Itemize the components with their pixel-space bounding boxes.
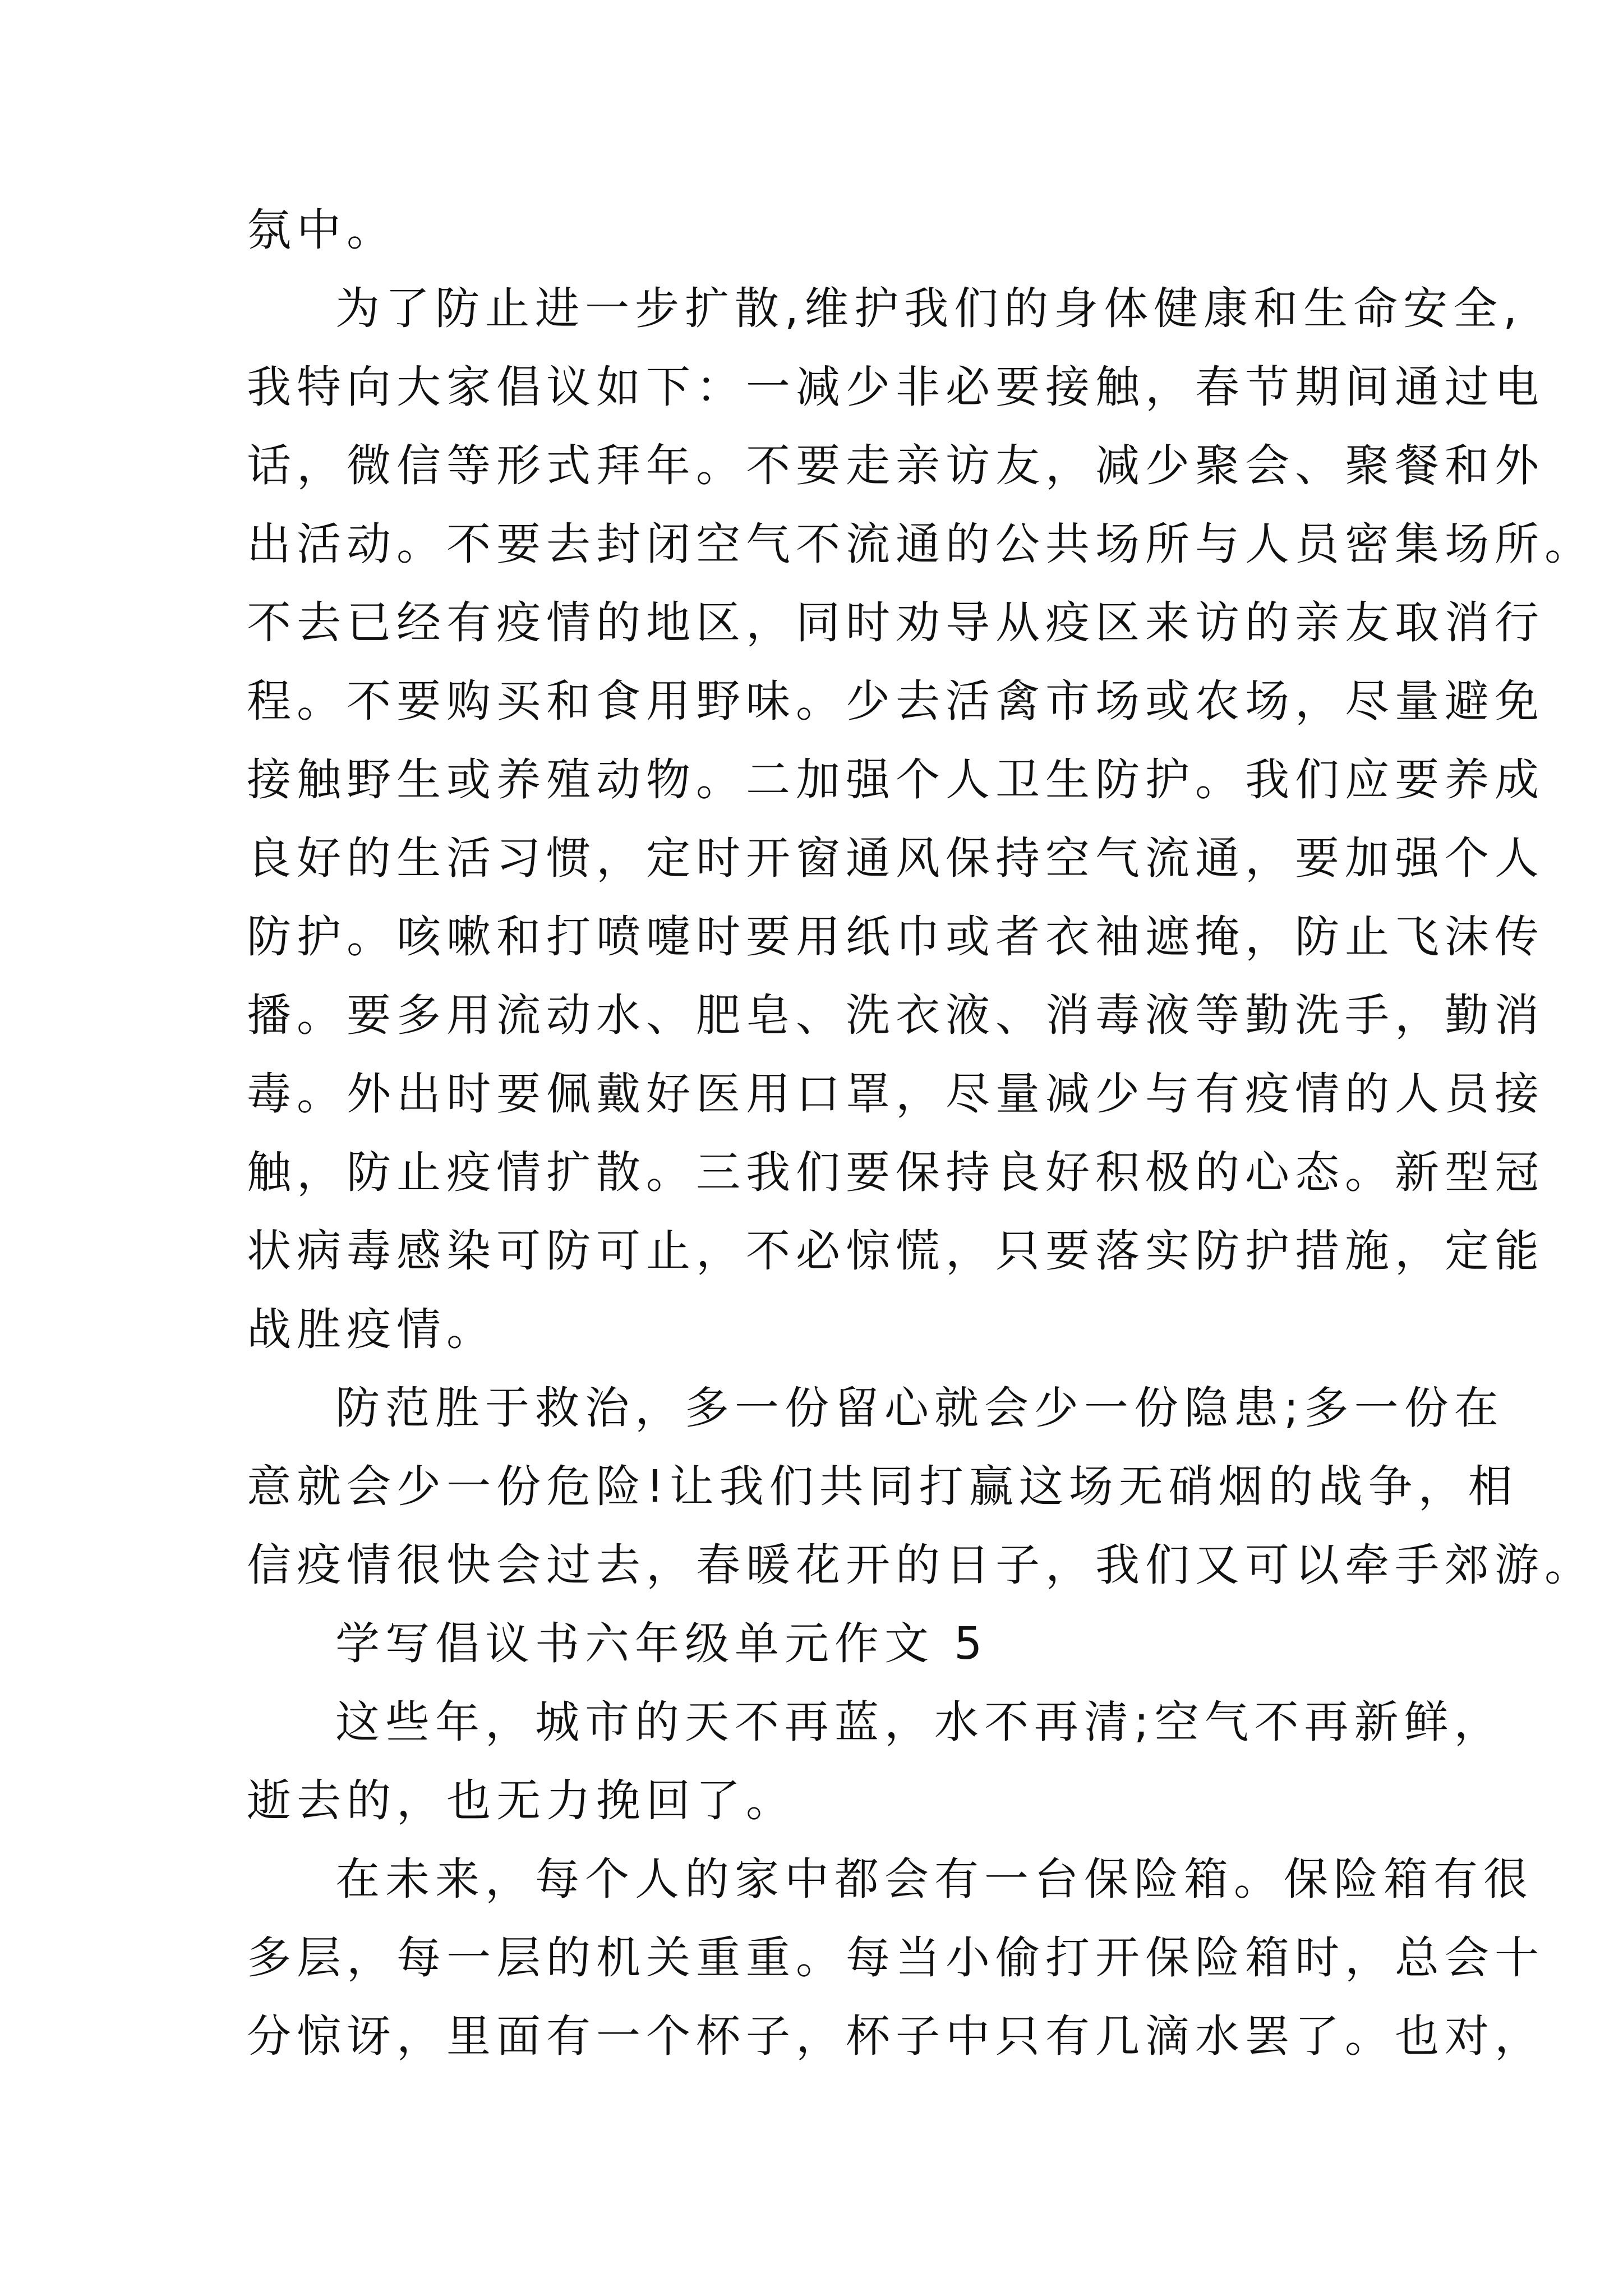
paragraph-start-line: 防范胜于救治，多一份留心就会少一份隐患;多一份在 xyxy=(335,1382,1504,1434)
section-heading: 学写倡议书六年级单元作文 5 xyxy=(335,1618,988,1669)
paragraph-start-line: 在未来，每个人的家中都会有一台保险箱。保险箱有很 xyxy=(335,1853,1533,1905)
text-line: 战胜疫情。 xyxy=(247,1304,496,1355)
text-line: 话，微信等形式拜年。不要走亲访友，减少聚会、聚餐和外 xyxy=(247,440,1544,491)
text-line: 不去已经有疫情的地区，同时劝导从疫区来访的亲友取消行 xyxy=(247,597,1544,648)
text-line: 逝去的，也无力挽回了。 xyxy=(247,1775,796,1826)
text-line: 毒。外出时要佩戴好医用口罩，尽量减少与有疫情的人员接 xyxy=(247,1068,1544,1120)
text-line: 意就会少一份危险!让我们共同打赢这场无硝烟的战争，相 xyxy=(247,1461,1518,1512)
text-line: 播。要多用流动水、肥皂、洗衣液、消毒液等勤洗手，勤消 xyxy=(247,990,1544,1041)
text-line: 良好的生活习惯，定时开窗通风保持空气流通，要加强个人 xyxy=(247,832,1544,884)
paragraph-start-line: 为了防止进一步扩散,维护我们的身体健康和生命安全, xyxy=(335,283,1523,334)
text-line: 触，防止疫情扩散。三我们要保持良好积极的心态。新型冠 xyxy=(247,1147,1544,1198)
text-line: 氛中。 xyxy=(247,204,396,256)
text-line: 我特向大家倡议如下：一减少非必要接触，春节期间通过电 xyxy=(247,361,1544,413)
text-line: 信疫情很快会过去，春暖花开的日子，我们又可以牵手郊游。 xyxy=(247,1539,1594,1591)
text-line: 防护。咳嗽和打喷嚏时要用纸巾或者衣袖遮掩，防止飞沫传 xyxy=(247,911,1544,963)
text-line: 接触野生或养殖动物。二加强个人卫生防护。我们应要养成 xyxy=(247,754,1544,806)
text-line: 程。不要购买和食用野味。少去活禽市场或农场，尽量避免 xyxy=(247,675,1544,727)
text-line: 分惊讶，里面有一个杯子，杯子中只有几滴水罢了。也对， xyxy=(247,2010,1544,2062)
text-line: 出活动。不要去封闭空气不流通的公共场所与人员密集场所。 xyxy=(247,518,1594,570)
text-line: 多层，每一层的机关重重。每当小偷打开保险箱时，总会十 xyxy=(247,1932,1544,1984)
text-line: 状病毒感染可防可止，不必惊慌，只要落实防护措施，定能 xyxy=(247,1225,1544,1277)
paragraph-start-line: 这些年，城市的天不再蓝，水不再清;空气不再新鲜， xyxy=(335,1696,1504,1748)
